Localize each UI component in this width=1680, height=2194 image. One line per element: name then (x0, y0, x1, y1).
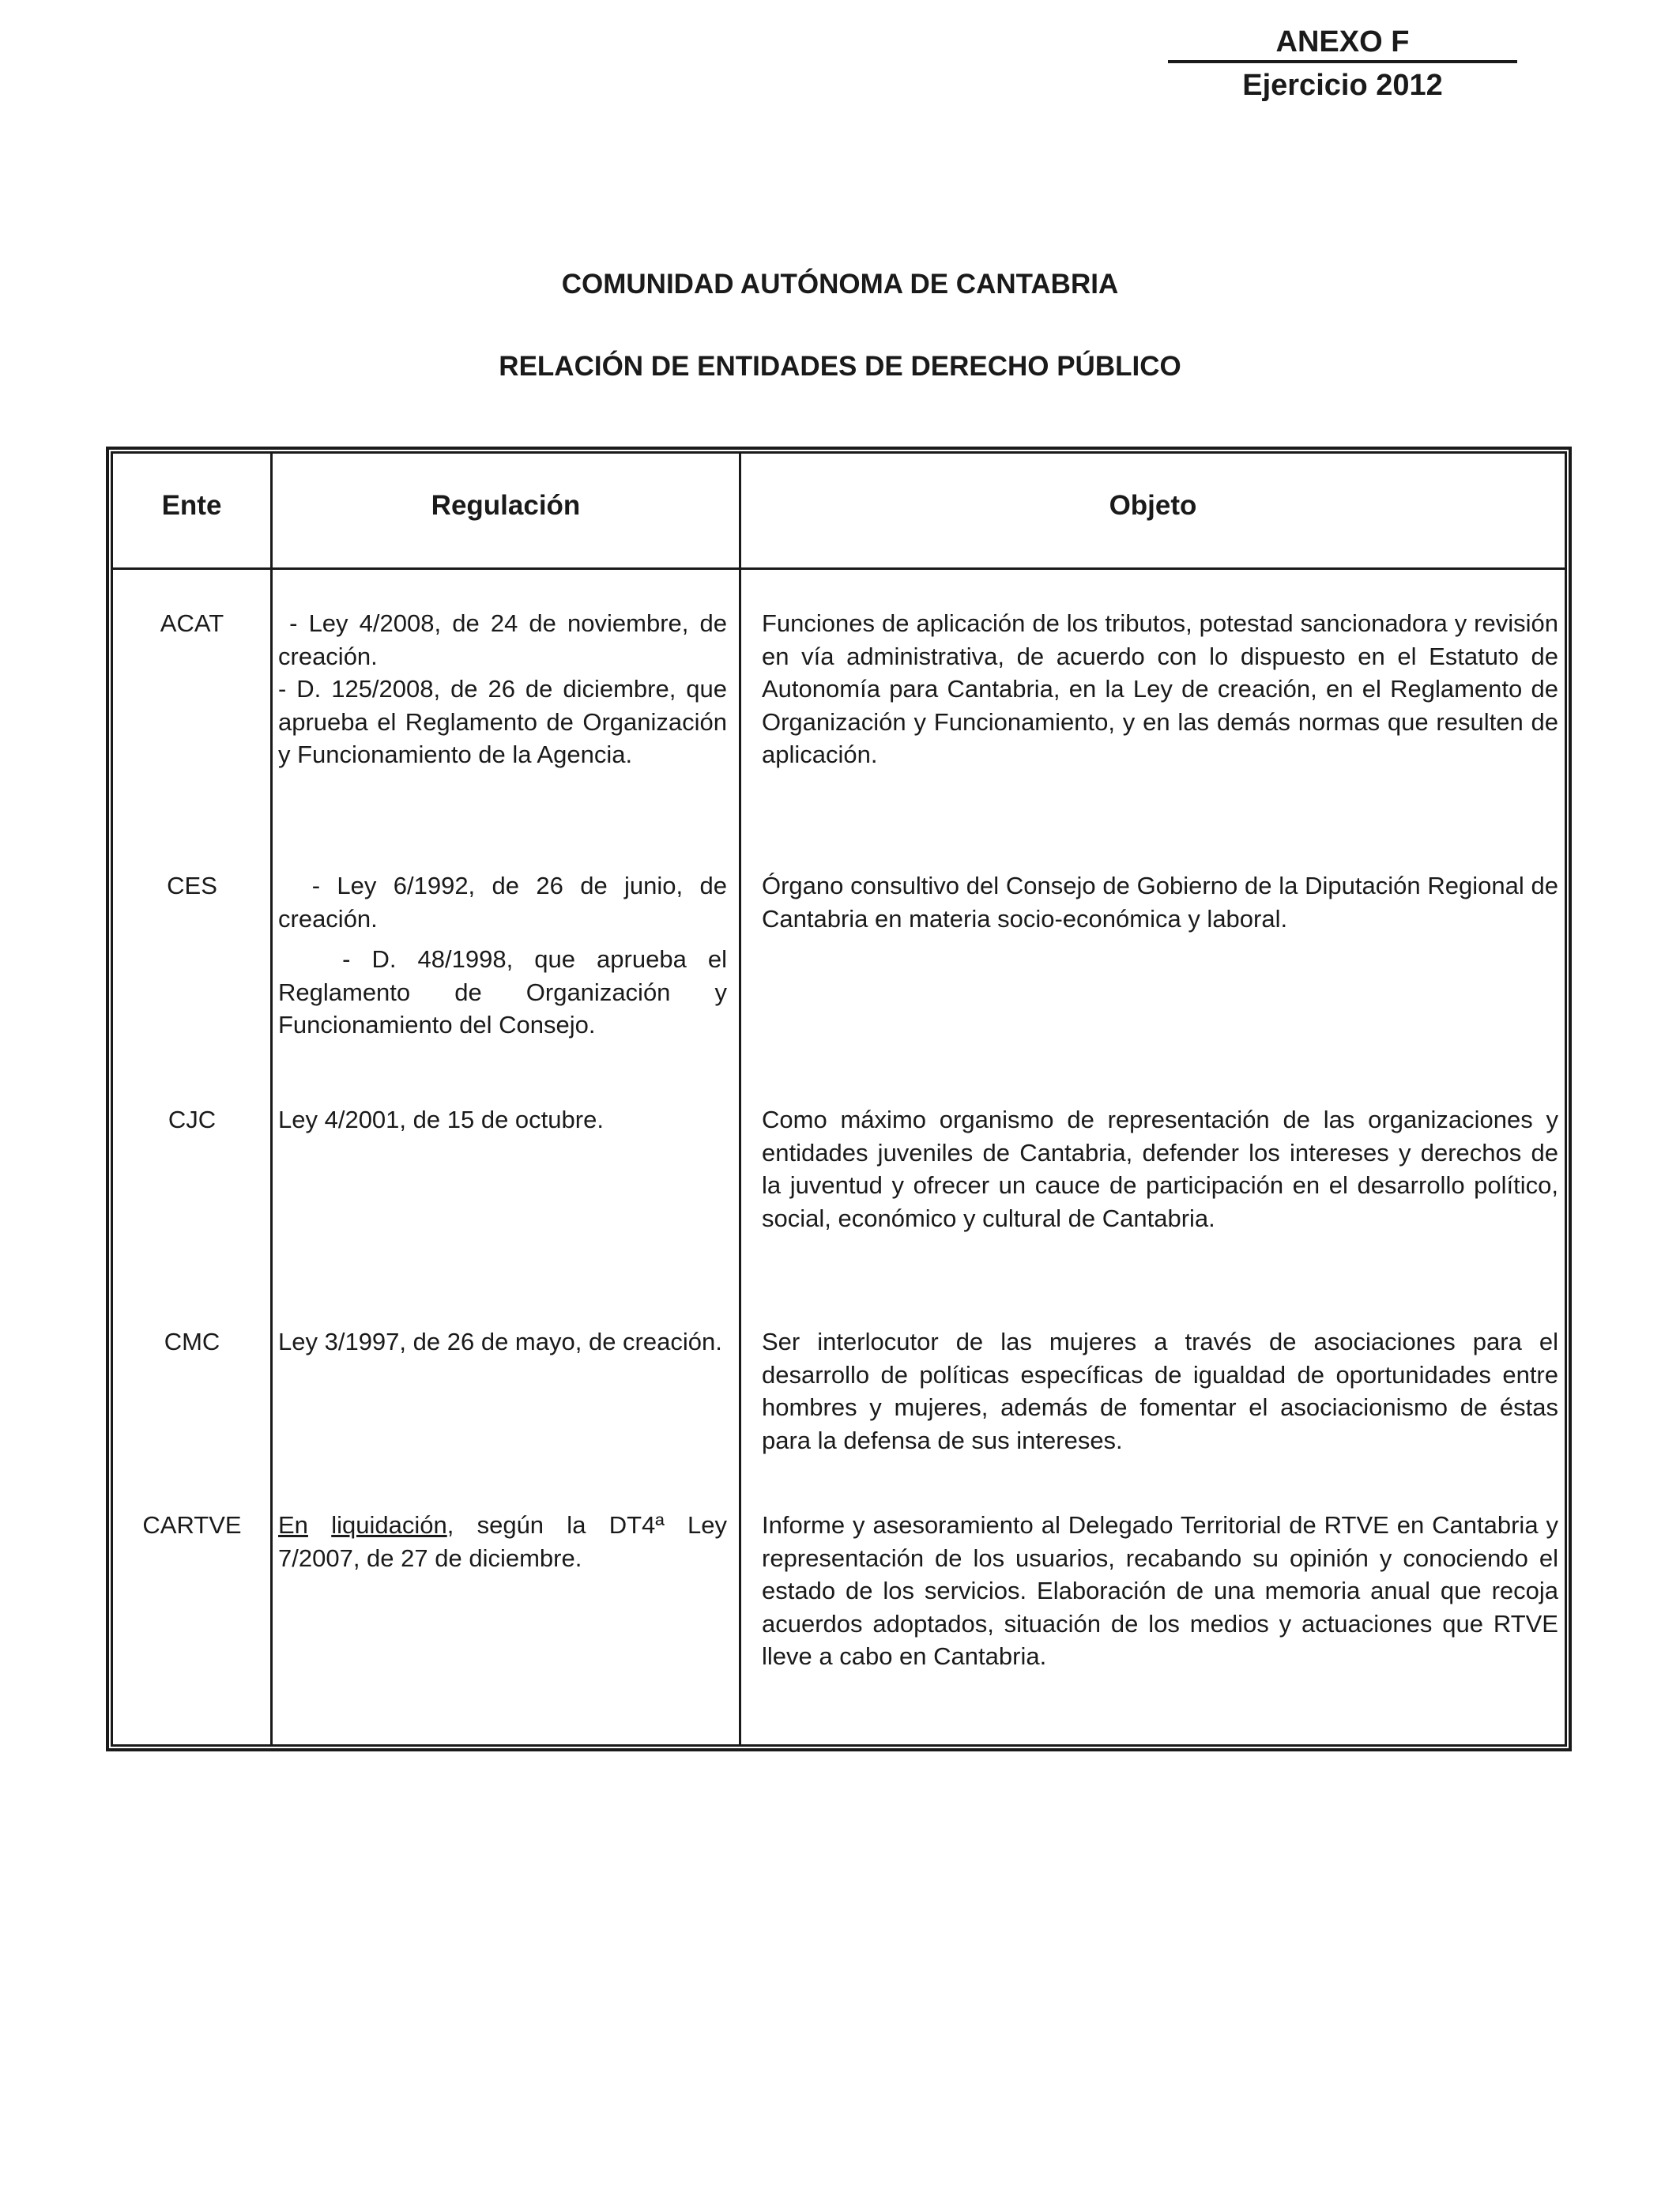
column-divider (739, 454, 741, 1744)
header-regulacion: Regulación (431, 490, 581, 521)
row-objeto: Como máximo organismo de representación de las organizaciones y entidades juveniles de Cantabria, defender los intereses y derechos de la juventud y ofrecer un cauce de participación en el desarrollo político, social, económico y cultural de Cantabria. (762, 1106, 1558, 1232)
row-regulacion (278, 1509, 727, 1574)
regulation-line: - Ley 6/1992, de 26 de junio, de creación. (278, 872, 734, 933)
row-regulacion (278, 1325, 727, 1359)
underlined-word: liquidación (331, 1511, 447, 1539)
row-regulacion (278, 1103, 727, 1137)
row-ente: CARTVE (142, 1511, 242, 1539)
row-regulacion (278, 607, 734, 771)
regulation-line (278, 1509, 727, 1574)
exercise-year: Ejercicio 2012 (1242, 69, 1443, 102)
row-regulacion (278, 869, 734, 1042)
relation-title: RELACIÓN DE ENTIDADES DE DERECHO PÚBLICO (499, 351, 1181, 382)
community-title: COMUNIDAD AUTÓNOMA DE CANTABRIA (561, 269, 1119, 300)
row-objeto: Ser interlocutor de las mujeres a través de asociaciones para el desarrollo de políticas específicas de igualdad de oportunidades entre hombres y mujeres, además de fomentar el asociacionismo de éstas para la defensa de sus intereses. (762, 1328, 1558, 1454)
annex-label: ANEXO F (1168, 24, 1517, 63)
column-divider (270, 454, 273, 1744)
row-ente: ACAT (160, 609, 224, 637)
underlined-word: En (278, 1511, 308, 1539)
row-ente: CJC (168, 1106, 217, 1133)
header-objeto: Objeto (1109, 490, 1197, 521)
row-objeto: Órgano consultivo del Consejo de Gobierno de la Diputación Regional de Cantabria en materia socio-económica y laboral. (762, 872, 1558, 933)
row-objeto: Informe y asesoramiento al Delegado Territorial de RTVE en Cantabria y representación de los usuarios, recabando su opinión y conociendo el estado de los servicios. Elaboración de una memoria anual que recoja acuerdos adoptados, situación de los medios y actuaciones que RTVE lleve a cabo en Cantabria. (762, 1511, 1558, 1670)
row-ente: CES (167, 872, 217, 899)
regulation-line: - D. 48/1998, que aprueba el Reglamento de Organización y Funcionamiento del Consejo. (278, 945, 734, 1039)
row-objeto: Funciones de aplicación de los tributos, potestad sancionadora y revisión en vía administrativa, de acuerdo con lo dispuesto en el Estatuto de Autonomía para Cantabria, en la Ley de creación, en el Reglamento de Organización y Funcionamiento, y en las demás normas que resulten de aplicación. (762, 609, 1558, 768)
header-divider (113, 567, 1565, 570)
regulation-line: Ley 3/1997, de 26 de mayo, de creación. (278, 1328, 722, 1355)
regulation-line: - Ley 4/2008, de 24 de noviembre, de creación. (278, 609, 734, 670)
annex-header (1168, 24, 1517, 107)
regulation-line: Ley 4/2001, de 15 de octubre. (278, 1106, 604, 1133)
regulation-line: - D. 125/2008, de 26 de diciembre, que aprueba el Reglamento de Organización y Funcionamiento de la Agencia. (278, 675, 727, 768)
header-ente: Ente (161, 490, 222, 521)
row-ente: CMC (164, 1328, 220, 1355)
regulation-text: , según la DT4ª Ley 7/2007, de 27 de diciembre. (278, 1511, 727, 1572)
